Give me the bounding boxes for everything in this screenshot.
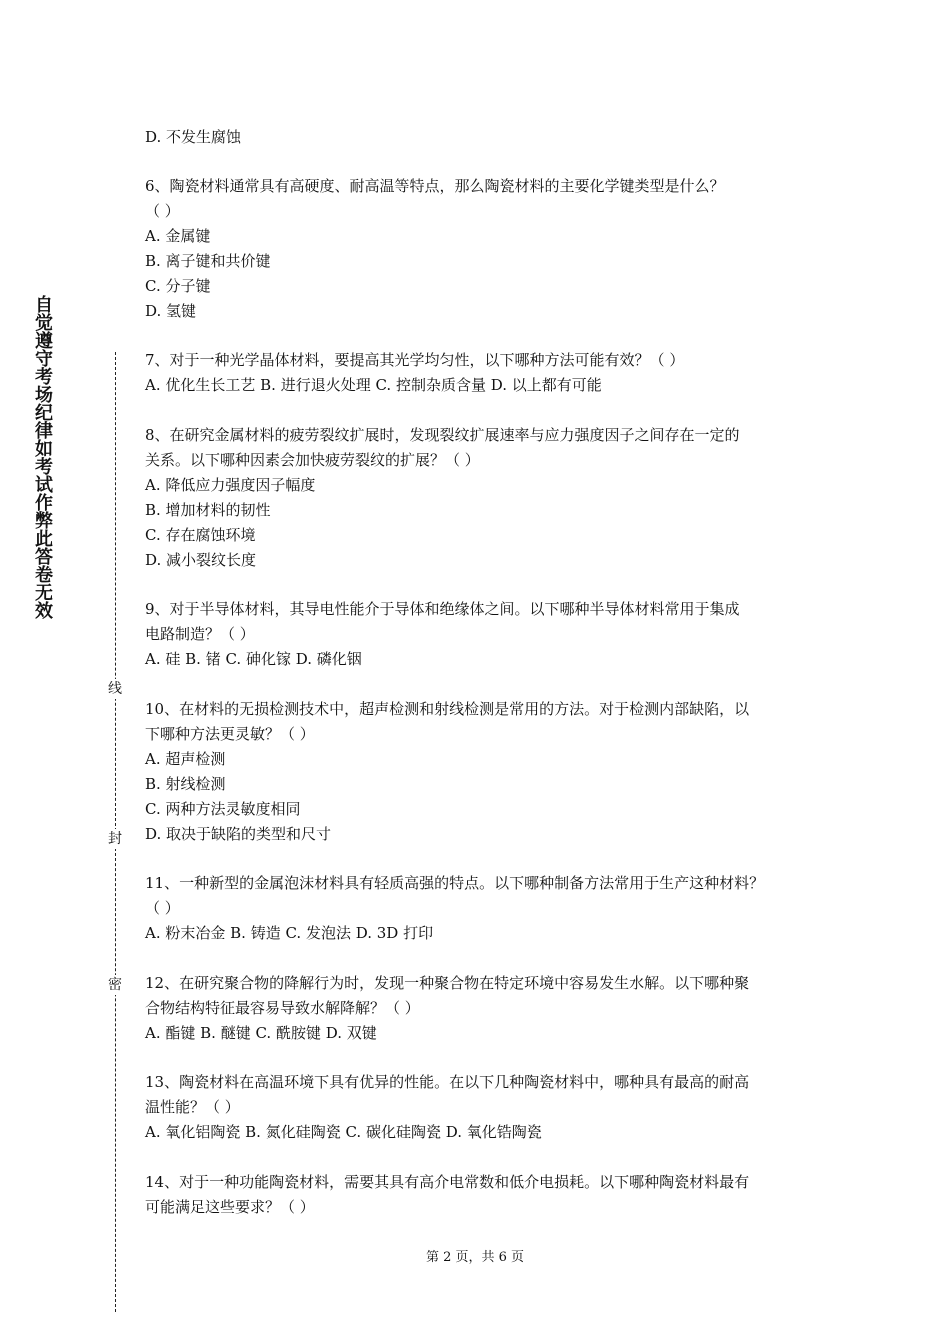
q5-option-d: D. 不发生腐蚀 bbox=[145, 128, 242, 146]
q10-option-c: C. 两种方法灵敏度相同 bbox=[145, 800, 301, 818]
q8-stem: 8、在研究金属材料的疲劳裂纹扩展时，发现裂纹扩展速率与应力强度因子之间存在一定的 bbox=[145, 426, 740, 444]
q7-stem: 7、对于一种光学晶体材料，要提高其光学均匀性，以下哪种方法可能有效？（ ） bbox=[145, 351, 685, 369]
page-footer: 第 2 页，共 6 页 bbox=[425, 1250, 525, 1265]
q10-option-d: D. 取决于缺陷的类型和尺寸 bbox=[145, 825, 332, 843]
q8-option-c: C. 存在腐蚀环境 bbox=[145, 526, 256, 544]
q8-option-a: A. 降低应力强度因子幅度 bbox=[145, 476, 316, 494]
q12-options: A. 酯键 B. 醚键 C. 酰胺键 D. 双键 bbox=[145, 1024, 377, 1042]
q11-options: A. 粉末冶金 B. 铸造 C. 发泡法 D. 3D 打印 bbox=[145, 924, 434, 942]
q7-options: A. 优化生长工艺 B. 进行退火处理 C. 控制杂质含量 D. 以上都有可能 bbox=[145, 376, 602, 394]
q12-stem: 12、在研究聚合物的降解行为时，发现一种聚合物在特定环境中容易发生水解。以下哪种聚 bbox=[145, 974, 750, 992]
q10-option-b: B. 射线检测 bbox=[145, 775, 226, 793]
q6-stem: （ ） bbox=[145, 202, 180, 220]
exam-discipline-notice: 自觉遵守考场纪律如考试作弊此答卷无效 bbox=[32, 295, 53, 619]
q10-option-a: A. 超声检测 bbox=[145, 750, 226, 768]
q13-stem: 13、陶瓷材料在高温环境下具有优异的性能。在以下几种陶瓷材料中，哪种具有最高的耐高 bbox=[145, 1073, 750, 1091]
q8-option-d: D. 减小裂纹长度 bbox=[145, 551, 257, 569]
seal-line-char: 线 bbox=[105, 679, 125, 699]
q6-option-a: A. 金属键 bbox=[145, 227, 211, 245]
q6-option-c: C. 分子键 bbox=[145, 277, 211, 295]
q10-stem: 下哪种方法更灵敏？（ ） bbox=[145, 725, 315, 743]
q11-stem: （ ） bbox=[145, 899, 180, 917]
seal-secret-char: 密 bbox=[105, 975, 125, 995]
q9-stem: 9、对于半导体材料，其导电性能介于导体和绝缘体之间。以下哪种半导体材料常用于集成 bbox=[145, 600, 740, 618]
q9-options: A. 硅 B. 锗 C. 砷化镓 D. 磷化铟 bbox=[145, 650, 362, 668]
seal-seal-char: 封 bbox=[105, 829, 125, 849]
q12-stem: 合物结构特征最容易导致水解降解？（ ） bbox=[145, 999, 420, 1017]
q6-option-b: B. 离子键和共价键 bbox=[145, 252, 271, 270]
q13-options: A. 氧化铝陶瓷 B. 氮化硅陶瓷 C. 碳化硅陶瓷 D. 氧化锆陶瓷 bbox=[145, 1123, 542, 1141]
q8-stem: 关系。以下哪种因素会加快疲劳裂纹的扩展？（ ） bbox=[145, 451, 480, 469]
q14-stem: 14、对于一种功能陶瓷材料，需要其具有高介电常数和低介电损耗。以下哪种陶瓷材料最有 bbox=[145, 1173, 750, 1191]
q9-stem: 电路制造？（ ） bbox=[145, 625, 255, 643]
q6-option-d: D. 氢键 bbox=[145, 302, 197, 320]
q11-stem: 11、一种新型的金属泡沫材料具有轻质高强的特点。以下哪种制备方法常用于生产这种材料？ bbox=[145, 874, 765, 892]
q14-stem: 可能满足这些要求？（ ） bbox=[145, 1198, 315, 1216]
q13-stem: 温性能？（ ） bbox=[145, 1098, 240, 1116]
q10-stem: 10、在材料的无损检测技术中，超声检测和射线检测是常用的方法。对于检测内部缺陷，以 bbox=[145, 700, 750, 718]
q8-option-b: B. 增加材料的韧性 bbox=[145, 501, 271, 519]
q6-stem: 6、陶瓷材料通常具有高硬度、耐高温等特点，那么陶瓷材料的主要化学键类型是什么？ bbox=[145, 177, 725, 195]
